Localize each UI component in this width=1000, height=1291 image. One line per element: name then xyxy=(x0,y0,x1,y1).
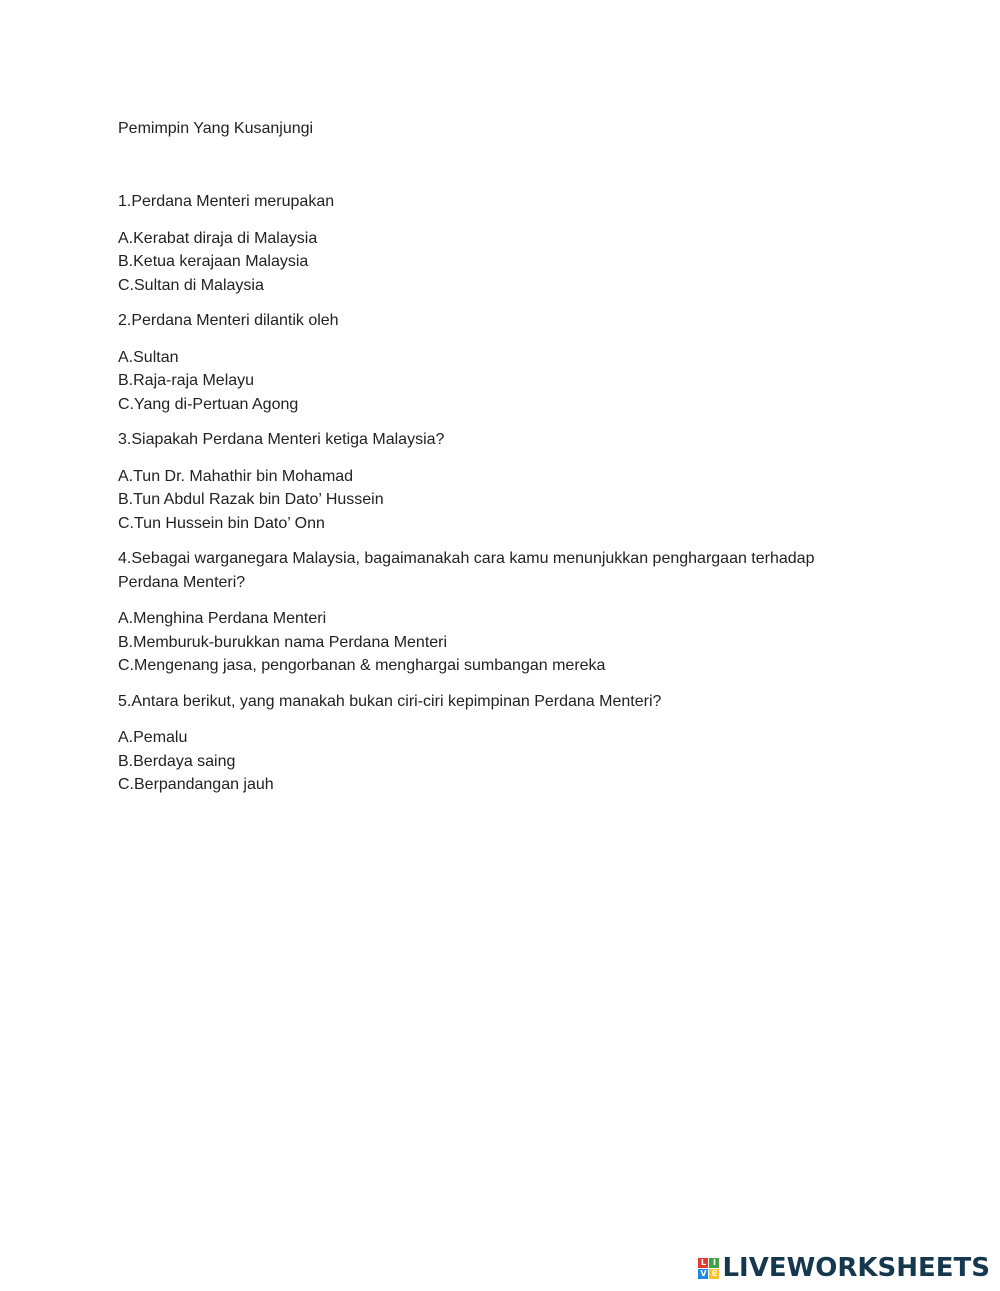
option-1a: A.Kerabat diraja di Malaysia xyxy=(118,229,318,247)
option-5c: C.Berpandangan jauh xyxy=(118,776,274,793)
question-block-3 xyxy=(118,428,858,535)
question-5: 5.Antara berikut, yang manakah bukan ciri-ciri kepimpinan Perdana Menteri? xyxy=(118,692,662,710)
option-4a: A.Menghina Perdana Menteri xyxy=(118,610,327,627)
option-2b: B.Raja-raja Melayu xyxy=(118,372,255,389)
options-list-3 xyxy=(118,465,858,536)
question-block-4 xyxy=(118,547,858,678)
option-5a: A.Pemalu xyxy=(118,729,188,746)
option-4b: B.Memburuk-burukkan nama Perdana Menteri xyxy=(118,633,448,651)
options-list-5 xyxy=(118,726,858,797)
option-3a: A.Tun Dr. Mahathir bin Mohamad xyxy=(118,467,354,485)
logo-tile-i: I xyxy=(709,1258,719,1268)
page-title: Pemimpin Yang Kusanjungi xyxy=(118,120,314,137)
options-list-4 xyxy=(118,607,858,678)
liveworksheets-wordmark: LIVEWORKSHEETS xyxy=(722,1253,990,1283)
liveworksheets-brand xyxy=(698,1253,990,1283)
option-3b: B.Tun Abdul Razak bin Dato’ Hussein xyxy=(118,491,384,508)
question-block-5 xyxy=(118,690,858,797)
question-block-1 xyxy=(118,190,858,297)
worksheet-questions xyxy=(118,190,858,809)
option-2c: C.Yang di-Pertuan Agong xyxy=(118,395,299,413)
options-list-1 xyxy=(118,227,858,298)
question-3: 3.Siapakah Perdana Menteri ketiga Malaysia? xyxy=(118,431,445,448)
option-4c: C.Mengenang jasa, pengorbanan & menghargai sumbangan mereka xyxy=(118,657,606,674)
option-1b: B.Ketua kerajaan Malaysia xyxy=(118,253,309,270)
logo-tile-v: V xyxy=(700,1268,707,1278)
option-3c: C.Tun Hussein bin Dato’ Onn xyxy=(118,514,325,532)
question-block-2 xyxy=(118,309,858,416)
option-2a: A.Sultan xyxy=(118,348,179,366)
liveworksheets-logo-icon xyxy=(698,1258,719,1279)
options-list-2 xyxy=(118,346,858,417)
option-1c: C.Sultan di Malaysia xyxy=(118,276,264,294)
logo-tile-e: E xyxy=(709,1269,719,1279)
question-1: 1.Perdana Menteri merupakan xyxy=(118,193,335,210)
question-2: 2.Perdana Menteri dilantik oleh xyxy=(118,312,339,329)
option-5b: B.Berdaya saing xyxy=(118,752,236,770)
question-4: 4.Sebagai warganegara Malaysia, bagaimanakah cara kamu menunjukkan penghargaan terhadap Perdana Menteri? xyxy=(118,550,815,591)
logo-tile-l: L xyxy=(698,1258,708,1268)
